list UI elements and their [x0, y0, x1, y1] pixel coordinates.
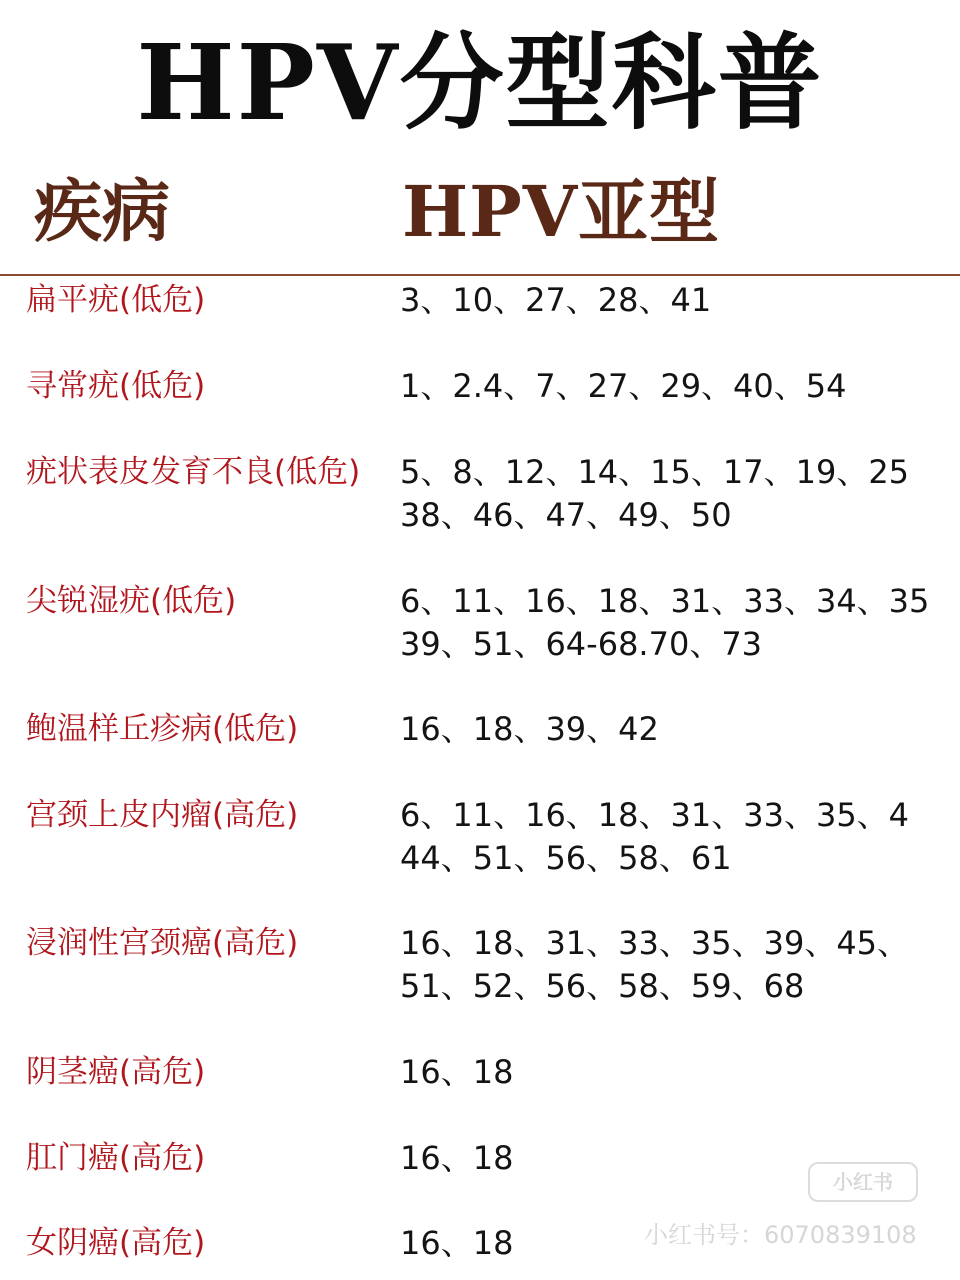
- hpv-types-line: 16、18: [400, 1224, 514, 1262]
- header-disease: 疾病: [34, 172, 171, 252]
- disease-name: 女阴癌(高危): [26, 1225, 206, 1261]
- hpv-types-line: 6、11、16、18、31、33、34、35: [400, 582, 930, 620]
- hpv-types-line: 3、10、27、28、41: [400, 281, 712, 319]
- header-divider: [0, 274, 960, 276]
- hpv-types-line: 16、18、31、33、35、39、45、: [400, 924, 910, 962]
- hpv-types-line: 5、8、12、14、15、17、19、25: [400, 453, 910, 491]
- hpv-types: [400, 794, 909, 880]
- hpv-types: [400, 365, 847, 408]
- disease-name: 浸润性宫颈癌(高危): [26, 925, 299, 961]
- hpv-types: [400, 922, 909, 1008]
- disease-name: 尖锐湿疣(低危): [26, 583, 237, 619]
- disease-name: 疣状表皮发育不良(低危): [26, 454, 361, 490]
- disease-name: 寻常疣(低危): [26, 368, 206, 404]
- hpv-types: [400, 1051, 513, 1094]
- header-hpv-subtype: HPV亚型: [402, 170, 721, 253]
- disease-name: 肛门癌(高危): [26, 1140, 206, 1176]
- hpv-types: [400, 1222, 513, 1265]
- disease-name: 扁平疣(低危): [26, 282, 206, 318]
- hpv-types-line: 38、46、47、49、50: [400, 496, 732, 534]
- hpv-types: [400, 708, 659, 751]
- hpv-types-line: 16、18: [400, 1053, 514, 1091]
- hpv-types-line: 1、2.4、7、27、29、40、54: [400, 367, 847, 405]
- disease-name: 阴茎癌(高危): [26, 1054, 206, 1090]
- hpv-types-line: 51、52、56、58、59、68: [400, 967, 805, 1005]
- page-title: HPV分型科普: [136, 21, 824, 144]
- disease-name: 鲍温样丘疹病(低危): [26, 711, 299, 747]
- disease-name: 宫颈上皮内瘤(高危): [26, 797, 299, 833]
- hpv-types-line: 16、18、39、42: [400, 710, 659, 748]
- hpv-types: [400, 279, 711, 322]
- hpv-types-line: 39、51、64-68.70、73: [400, 625, 763, 663]
- watermark-logo: 小红书: [808, 1162, 918, 1202]
- hpv-types-line: 6、11、16、18、31、33、35、4: [400, 796, 910, 834]
- watermark-id: 小红书号：6070839108: [644, 1221, 917, 1249]
- hpv-types-line: 16、18: [400, 1139, 514, 1177]
- hpv-types-line: 44、51、56、58、61: [400, 839, 732, 877]
- hpv-types: [400, 451, 909, 537]
- hpv-types: [400, 580, 929, 666]
- hpv-types: [400, 1137, 513, 1180]
